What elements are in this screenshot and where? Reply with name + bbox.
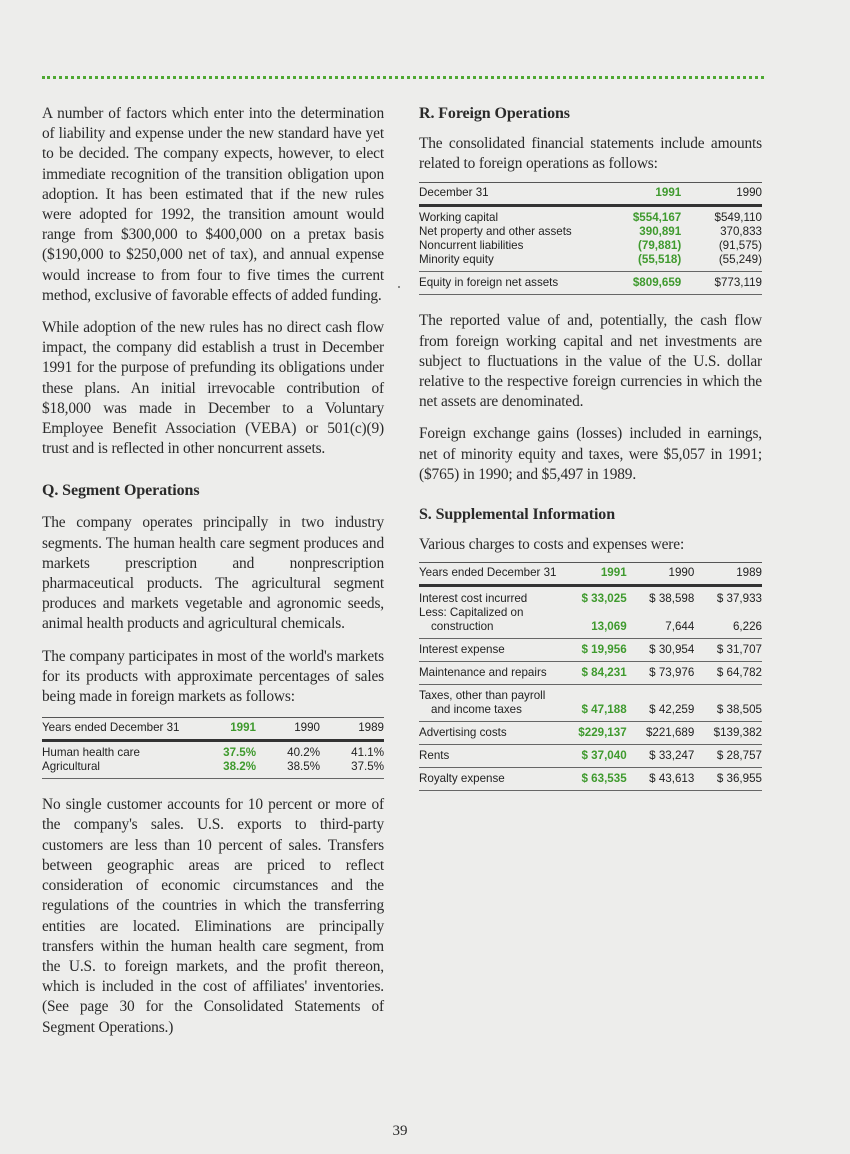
- row-label: Equity in foreign net assets: [419, 272, 599, 295]
- row-label: Taxes, other than payroll: [419, 689, 546, 703]
- cell-1990: 7,644: [627, 620, 695, 639]
- cell-1990: $ 42,259: [627, 703, 695, 722]
- table-row: [42, 741, 384, 761]
- cell-1989: $ 28,757: [694, 745, 762, 768]
- cell-1991: $ 19,956: [559, 639, 627, 662]
- right-column: [419, 104, 762, 791]
- table-row: [419, 586, 762, 607]
- cell-1990: $221,689: [627, 722, 695, 745]
- cell-1989: $139,382: [694, 722, 762, 745]
- table-header-row: [419, 183, 762, 206]
- dotted-divider: [42, 76, 764, 79]
- row-label: Human health care: [42, 746, 140, 760]
- cell-1991: 390,891: [639, 225, 682, 239]
- header-label: December 31: [419, 183, 599, 206]
- cell-1991: (55,518): [599, 253, 681, 272]
- supplemental-charges-table: [419, 562, 762, 791]
- header-label: Years ended December 31: [419, 563, 559, 586]
- cell-1990: (55,249): [681, 253, 762, 272]
- table-row: [419, 685, 762, 704]
- cell-1989: 41.1%: [351, 746, 384, 760]
- header-1989: 1989: [320, 718, 384, 741]
- table-row: [419, 225, 762, 239]
- cell-1990: $ 33,247: [627, 745, 695, 768]
- table-row: [419, 620, 762, 639]
- cell-1991: $ 84,231: [559, 662, 627, 685]
- foreign-operations-table: [419, 182, 762, 295]
- cell-1990: $773,119: [681, 272, 762, 295]
- row-label: Royalty expense: [419, 768, 559, 791]
- paragraph-customers-exports: No single customer accounts for 10 percent or more of the company's sales. U.S. exports to third-party customers are less than 10 percent of sales. Transfers between geographic areas are priced to reflect consideration of economic circumstances and the regulations of the countries in which the transferring entities are located. Eliminations are principally transfers within the human health care segment, from the U.S. to foreign markets, and the profit thereon, which is included in the cost of affiliates' inventories. (See page 30 for the Consolidated Statements of Segment Operations.): [42, 796, 384, 1036]
- row-label: Noncurrent liabilities: [419, 239, 524, 253]
- paragraph-segments: The company operates principally in two industry segments. The human health care segment produces and markets prescription and nonprescription pharmaceutical products. The agricultural segment produces and markets vegetable and agronomic seeds, animal health products and agricultural chemicals.: [42, 514, 384, 633]
- paragraph-various-charges: Various charges to costs and expenses were:: [419, 536, 685, 554]
- heading-segment-operations: Q. Segment Operations: [42, 482, 200, 500]
- row-label: Working capital: [419, 211, 499, 225]
- stray-mark: [398, 286, 400, 288]
- cell-1991: $ 37,040: [559, 745, 627, 768]
- row-label: Agricultural: [42, 760, 192, 779]
- header-label: Years ended December 31: [42, 718, 192, 741]
- cell-1990: 370,833: [720, 225, 762, 239]
- row-label: construction: [419, 620, 559, 639]
- cell-1991: (79,881): [638, 239, 682, 253]
- cell-1989: 6,226: [694, 620, 762, 639]
- paragraph-foreign-intro: The consolidated financial statements include amounts related to foreign operations as follows:: [419, 135, 762, 173]
- header-1991: 1991: [559, 563, 627, 586]
- cell-1990: $549,110: [714, 211, 762, 225]
- cell-1990: $ 73,976: [627, 662, 695, 685]
- cell-1991: 13,069: [559, 620, 627, 639]
- cell-1989: $ 36,955: [694, 768, 762, 791]
- paragraph-exchange-gains: Foreign exchange gains (losses) included in earnings, net of minority equity and taxes, were $5,057 in 1991; ($765) in 1990; and $5,497 in 1989.: [419, 425, 762, 483]
- cell-1991: $229,137: [559, 722, 627, 745]
- row-label: Interest expense: [419, 639, 559, 662]
- cell-1991: $ 33,025: [581, 592, 627, 606]
- header-1989: 1989: [694, 563, 762, 586]
- row-label: and income taxes: [419, 703, 559, 722]
- row-label: Maintenance and repairs: [419, 662, 559, 685]
- table-row: [419, 662, 762, 685]
- cell-1990: (91,575): [718, 239, 762, 253]
- row-label: Rents: [419, 745, 559, 768]
- table-row: [42, 760, 384, 779]
- cell-1989: $ 64,782: [694, 662, 762, 685]
- cell-1990: 38.5%: [256, 760, 320, 779]
- table-header-row: [419, 563, 762, 586]
- header-1991: 1991: [599, 183, 681, 206]
- cell-1989: $ 38,505: [694, 703, 762, 722]
- paragraph-transition-obligation: A number of factors which enter into the determination of liability and expense under the new standard have yet to be decided. The company expects, however, to elect immediate recognition of the transition obligation upon adoption. It has been estimated that if the new rules were adopted for 1992, the transition amount would range from $300,000 to $400,000 on a pretax basis ($190,000 to $250,000 net of tax), and annual expense would increase to from four to five times the current method, exclusive of favorable effects of added funding.: [42, 105, 384, 304]
- cell-1991: $ 63,535: [559, 768, 627, 791]
- heading-foreign-operations: R. Foreign Operations: [419, 105, 570, 122]
- cell-1991: $809,659: [599, 272, 681, 295]
- paragraph-reported-value: The reported value of and, potentially, the cash flow from foreign working capital and net investments are subject to fluctuations in the value of the U.S. dollar relative to the respective foreign currencies in which the net assets are denominated.: [419, 312, 762, 411]
- row-label: Less: Capitalized on: [419, 606, 524, 620]
- table-row: [419, 722, 762, 745]
- heading-supplemental-information: S. Supplemental Information: [419, 506, 615, 524]
- cell-1991: 37.5%: [223, 746, 256, 760]
- row-label: Minority equity: [419, 253, 599, 272]
- cell-1991: $ 47,188: [559, 703, 627, 722]
- table-row: [419, 606, 762, 620]
- row-label: Net property and other assets: [419, 225, 572, 239]
- paragraph-trust: While adoption of the new rules has no direct cash flow impact, the company did establish a trust in December 1991 for the purpose of prefunding its obligations under these plans. An initial irrevocable contribution of $18,000 was made in December to a Voluntary Employee Benefit Association (VEBA) or 501(c)(9) trust and is reflected in other noncurrent assets.: [42, 319, 384, 458]
- segment-percentages-table: [42, 717, 384, 779]
- table-header-row: [42, 718, 384, 741]
- cell-1989: $ 31,707: [694, 639, 762, 662]
- table-total-row: [419, 272, 762, 295]
- table-row: [419, 745, 762, 768]
- left-column: [42, 104, 384, 1038]
- cell-1991: 38.2%: [192, 760, 256, 779]
- cell-1990: $ 43,613: [627, 768, 695, 791]
- table-row: [419, 253, 762, 272]
- table-row: [419, 639, 762, 662]
- row-label: Advertising costs: [419, 722, 559, 745]
- header-1991: 1991: [192, 718, 256, 741]
- header-1990: 1990: [627, 563, 695, 586]
- page-number: 39: [392, 1123, 408, 1139]
- header-1990: 1990: [256, 718, 320, 741]
- cell-1990: $ 38,598: [649, 592, 695, 606]
- header-1990: 1990: [681, 183, 762, 206]
- cell-1990: 40.2%: [287, 746, 320, 760]
- table-row: [419, 703, 762, 722]
- row-label: Interest cost incurred: [419, 592, 528, 606]
- paragraph-foreign-markets: The company participates in most of the world's markets for its products with approximate percentages of sales being made in foreign markets as follows:: [42, 647, 384, 706]
- table-row: [419, 768, 762, 791]
- cell-1990: $ 30,954: [627, 639, 695, 662]
- cell-1989: 37.5%: [320, 760, 384, 779]
- table-row: [419, 239, 762, 253]
- cell-1989: $ 37,933: [716, 592, 762, 606]
- cell-1991: $554,167: [632, 211, 682, 225]
- table-row: [419, 206, 762, 226]
